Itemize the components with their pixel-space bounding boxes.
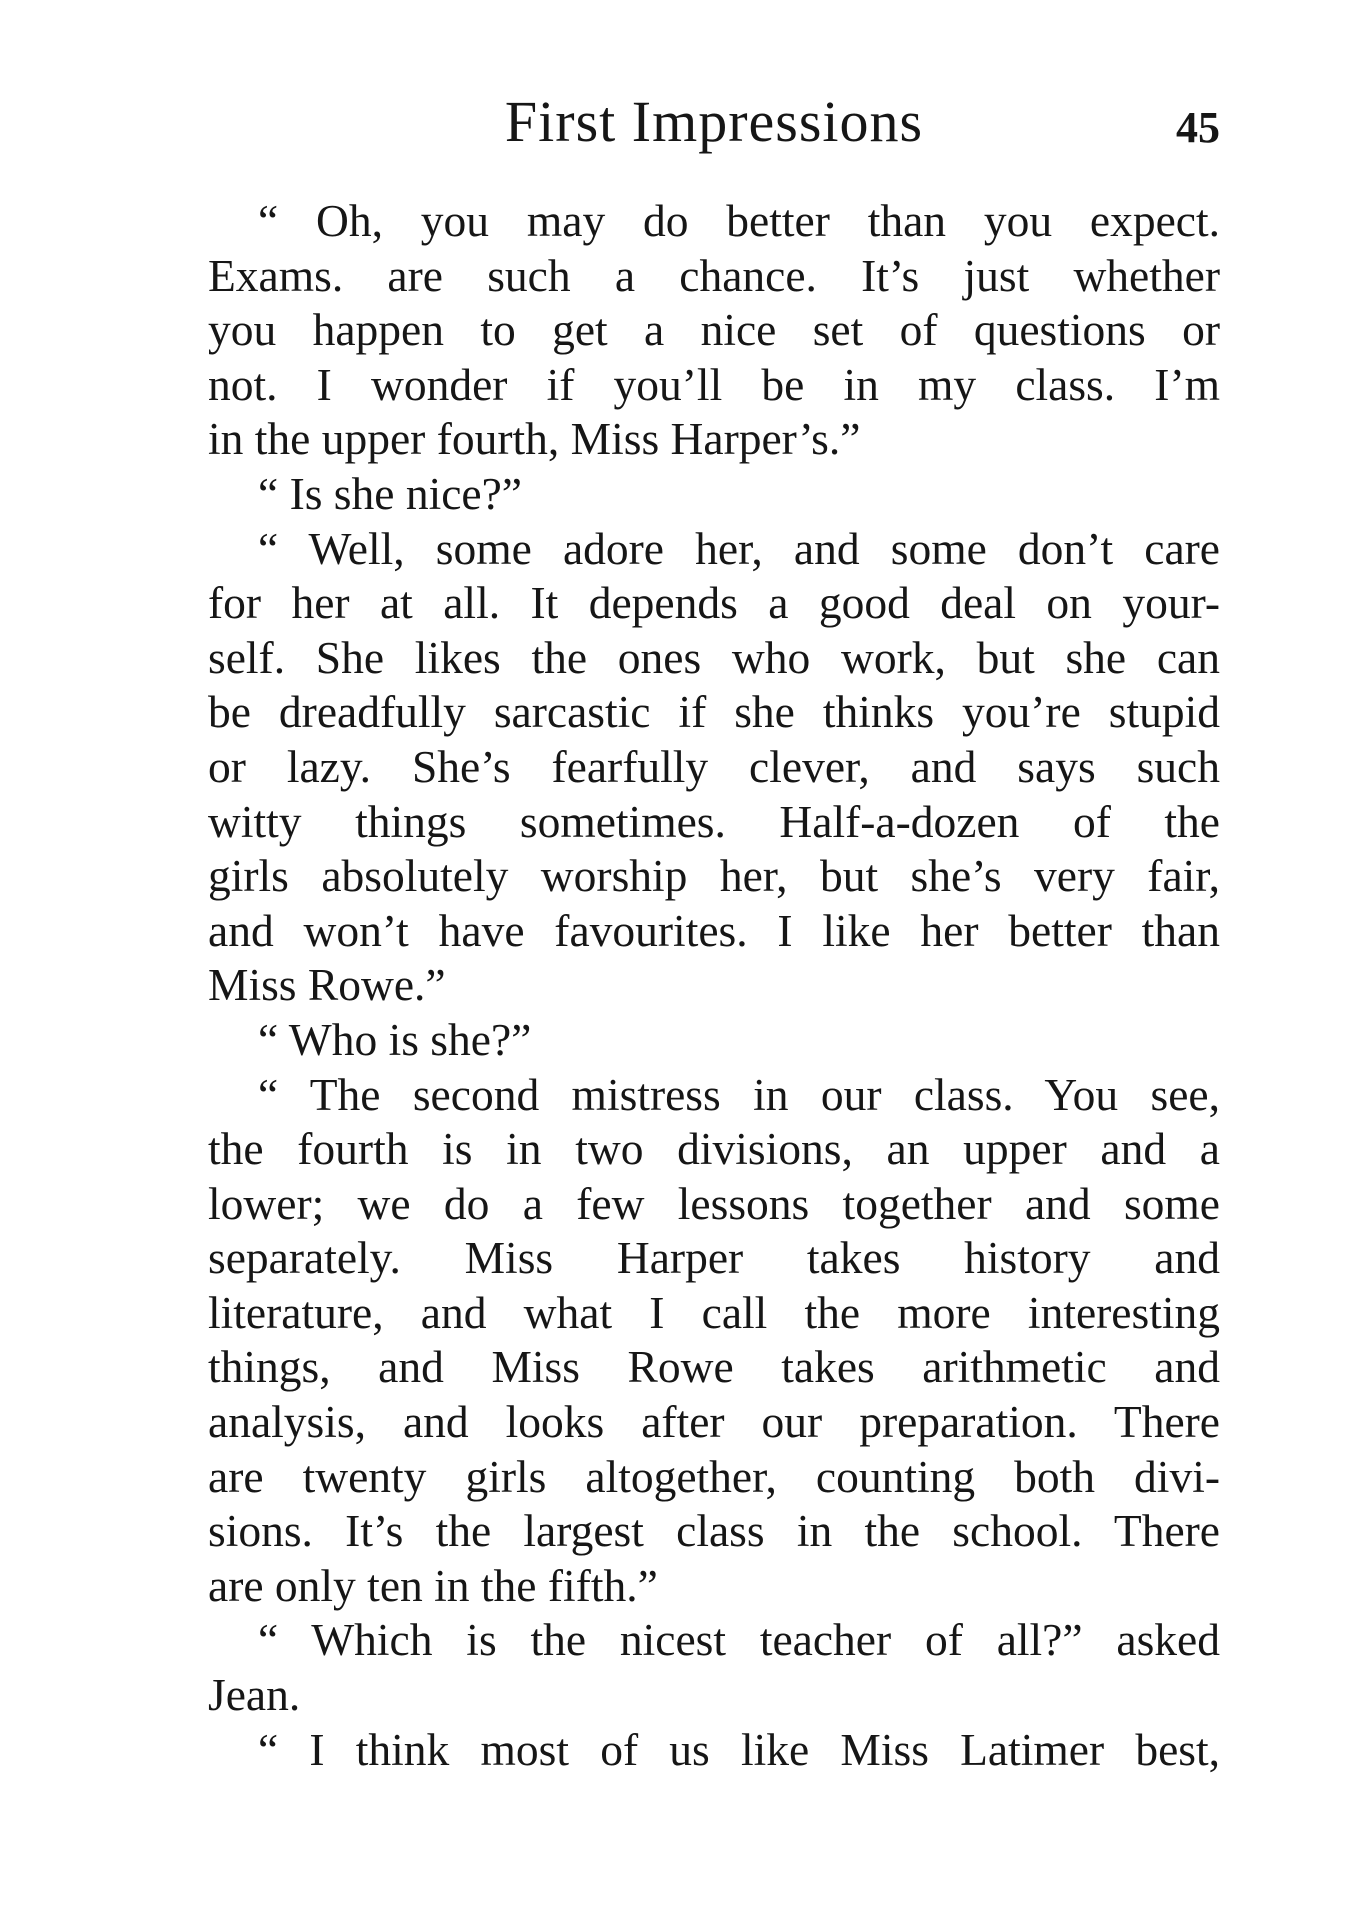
page-number: 45 — [1176, 103, 1220, 152]
text-line: lower; we do a few lessons together and some — [208, 1177, 1220, 1229]
text-line: for her at all. It depends a good deal on your- — [208, 577, 1220, 629]
text-line: “ I think most of us like Miss Latimer best, — [258, 1723, 1220, 1775]
text-line: in the upper fourth, Miss Harper’s.” — [208, 413, 861, 465]
text-line: be dreadfully sarcastic if she thinks you’re stupid — [208, 686, 1220, 738]
running-title: First Impressions — [504, 89, 924, 154]
text-line: analysis, and looks after our preparation. There — [208, 1396, 1220, 1448]
text-line: things, and Miss Rowe takes arithmetic and — [208, 1341, 1220, 1393]
text-line: witty things sometimes. Half-a-dozen of the — [208, 795, 1220, 847]
text-line: “ Well, some adore her, and some don’t care — [258, 522, 1220, 574]
text-line: “ Is she nice?” — [258, 467, 523, 519]
text-line: separately. Miss Harper takes history and — [208, 1232, 1220, 1284]
body-text — [208, 194, 1220, 1777]
text-line: or lazy. She’s fearfully clever, and says such — [208, 740, 1220, 792]
text-line: girls absolutely worship her, but she’s very fair, — [208, 850, 1220, 902]
page-header — [208, 86, 1220, 166]
text-line: self. She likes the ones who work, but she can — [208, 631, 1220, 683]
text-line: the fourth is in two divisions, an upper and a — [208, 1123, 1220, 1175]
text-line: and won’t have favourites. I like her better than — [208, 904, 1220, 956]
text-line: “ Who is she?” — [258, 1013, 532, 1065]
text-line: Miss Rowe.” — [208, 959, 446, 1011]
text-line: literature, and what I call the more interesting — [208, 1286, 1220, 1338]
text-line: are only ten in the fifth.” — [208, 1559, 658, 1611]
text-line: “ Oh, you may do better than you expect. — [258, 195, 1220, 246]
text-line: not. I wonder if you’ll be in my class. I’m — [208, 358, 1220, 410]
text-line: you happen to get a nice set of questions or — [208, 304, 1220, 356]
text-line: are twenty girls altogether, counting both divi- — [208, 1450, 1220, 1502]
text-line: “ Which is the nicest teacher of all?” asked — [258, 1614, 1220, 1666]
text-line: “ The second mistress in our class. You see, — [258, 1068, 1220, 1120]
text-line: Exams. are such a chance. It’s just whether — [208, 249, 1220, 301]
text-line: sions. It’s the largest class in the school. There — [208, 1505, 1220, 1557]
text-line: Jean. — [208, 1669, 301, 1721]
